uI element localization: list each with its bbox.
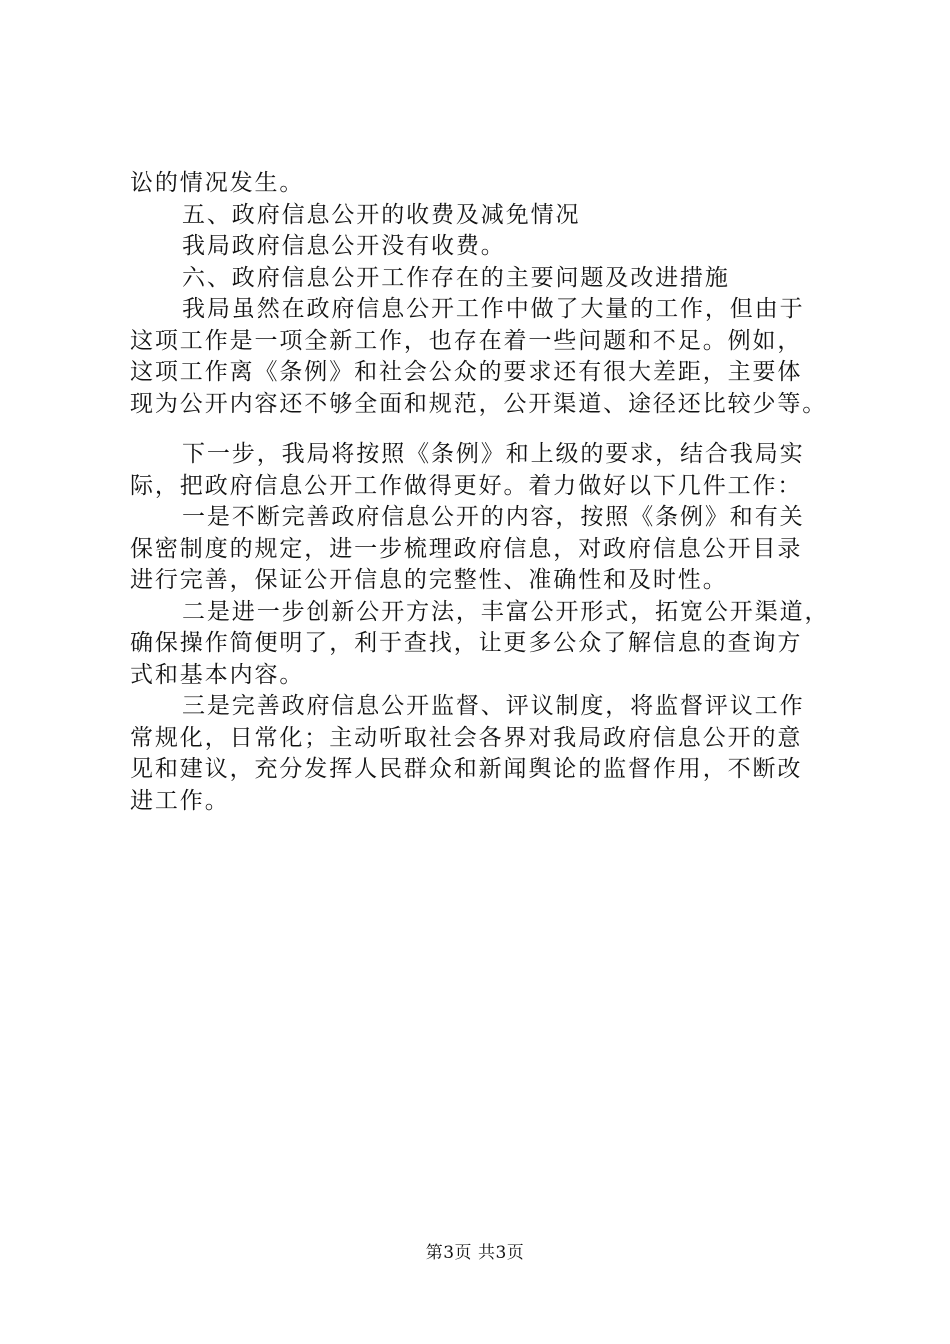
text-line: 保密制度的规定，进一步梳理政府信息，对政府信息公开目录 <box>130 535 803 562</box>
text-line: 讼的情况发生。 <box>130 170 305 196</box>
text-line: 式和基本内容。 <box>130 661 305 688</box>
section-heading-fees: 五、政府信息公开的收费及减免情况 <box>182 201 581 228</box>
text-line: 这项工作离《条例》和社会公众的要求还有很大差距，主要体 <box>130 359 803 385</box>
text-line: 我局虽然在政府信息公开工作中做了大量的工作，但由于 <box>182 296 805 322</box>
text-line: 常规化，日常化；主动听取社会各界对我局政府信息公开的意 <box>130 724 803 751</box>
text-line: 下一步，我局将按照《条例》和上级的要求，结合我局实 <box>182 441 805 467</box>
text-line: 进行完善，保证公开信息的完整性、准确性和及时性。 <box>130 567 728 593</box>
page-number-footer: 第3页 共3页 <box>425 1243 525 1263</box>
text-line: 际，把政府信息公开工作做得更好。着力做好以下几件工作： <box>130 472 803 499</box>
text-line: 进工作。 <box>130 787 230 814</box>
document-body <box>130 168 842 817</box>
text-line: 三是完善政府信息公开监督、评议制度，将监督评议工作 <box>182 693 805 719</box>
text-line: 确保操作简便明了，利于查找，让更多公众了解信息的查询方 <box>130 630 803 656</box>
text-line: 现为公开内容还不够全面和规范，公开渠道、途径还比较少等。 <box>130 390 828 417</box>
text-line: 这项工作是一项全新工作，也存在着一些问题和不足。例如， <box>130 327 803 354</box>
text-line: 一是不断完善政府信息公开的内容，按照《条例》和有关 <box>182 504 805 530</box>
section-heading-problems: 六、政府信息公开工作存在的主要问题及改进措施 <box>182 264 730 291</box>
text-line: 二是进一步创新公开方法，丰富公开形式，拓宽公开渠道， <box>182 598 830 625</box>
text-line: 见和建议，充分发挥人民群众和新闻舆论的监督作用，不断改 <box>130 756 803 782</box>
text-line: 我局政府信息公开没有收费。 <box>182 233 506 259</box>
